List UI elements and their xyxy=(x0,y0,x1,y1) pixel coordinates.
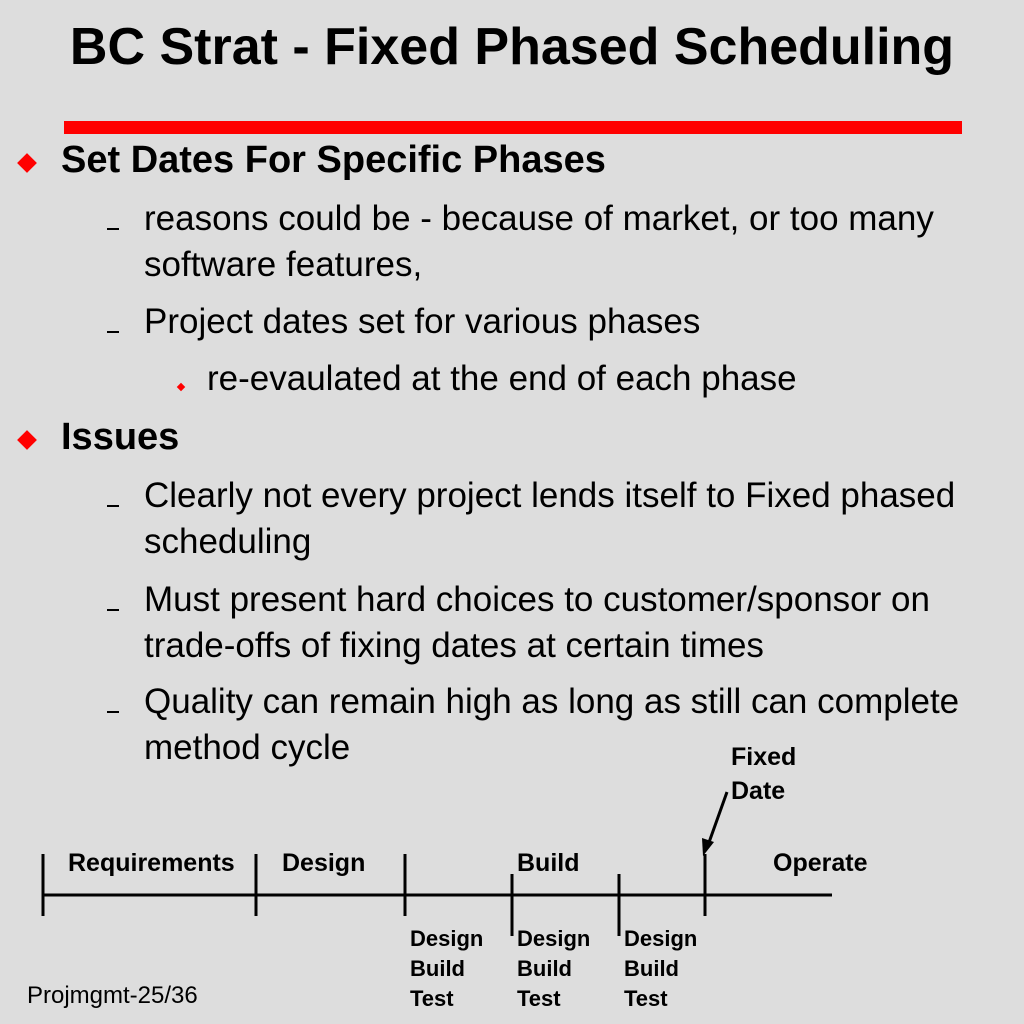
iteration-1 xyxy=(410,924,483,1014)
fixed-date-line-1: Fixed xyxy=(731,743,797,771)
iteration-3 xyxy=(624,924,697,1014)
dash-bullet-icon xyxy=(107,711,119,713)
fixed-date-label xyxy=(731,740,796,808)
sub-bullet-reasons: reasons could be - because of market, or too many software features, xyxy=(144,199,934,284)
iteration-step: Test xyxy=(624,986,668,1011)
sub-bullet-quality: Quality can remain high as long as still can complete method cycle xyxy=(144,682,960,767)
dash-bullet-icon xyxy=(107,505,119,507)
iteration-step: Build xyxy=(517,956,572,981)
sub-sub-bullet-reevaluated: re-evaulated at the end of each phase xyxy=(207,359,797,398)
iteration-step: Design xyxy=(410,926,484,951)
slide-title: BC Strat - Fixed Phased Scheduling xyxy=(69,18,955,76)
iteration-step: Build xyxy=(624,956,679,981)
sub-bullet-project-dates: Project dates set for various phases xyxy=(144,302,701,341)
page-number-footer: Projmgmt-25/36 xyxy=(27,982,198,1009)
dash-bullet-icon xyxy=(107,331,119,333)
diamond-bullet-icon xyxy=(17,153,37,173)
iteration-step: Design xyxy=(517,926,591,951)
diamond-bullet-icon xyxy=(17,430,37,450)
bullet-set-dates: Set Dates For Specific Phases xyxy=(61,139,606,181)
sub-bullet-hard-choices: Must present hard choices to customer/sponsor on trade-offs of fixing dates at certain times xyxy=(144,580,930,665)
sub-bullet-clearly-not: Clearly not every project lends itself to Fixed phased scheduling xyxy=(144,476,956,561)
phase-operate: Operate xyxy=(773,849,868,877)
bullet-issues: Issues xyxy=(61,416,180,458)
dash-bullet-icon xyxy=(107,609,119,611)
small-diamond-bullet-icon xyxy=(177,383,185,391)
phase-build: Build xyxy=(517,849,580,877)
iteration-step: Test xyxy=(410,986,454,1011)
arrow-head-icon xyxy=(702,838,714,856)
iteration-step: Test xyxy=(517,986,561,1011)
fixed-date-line-2: Date xyxy=(731,777,786,805)
iteration-2 xyxy=(517,924,590,1014)
phase-design: Design xyxy=(282,849,366,877)
iteration-step: Build xyxy=(410,956,465,981)
fixed-date-arrow xyxy=(707,792,727,848)
iteration-step: Design xyxy=(624,926,698,951)
phase-requirements: Requirements xyxy=(68,849,235,877)
title-underline xyxy=(64,121,962,134)
dash-bullet-icon xyxy=(107,228,119,230)
